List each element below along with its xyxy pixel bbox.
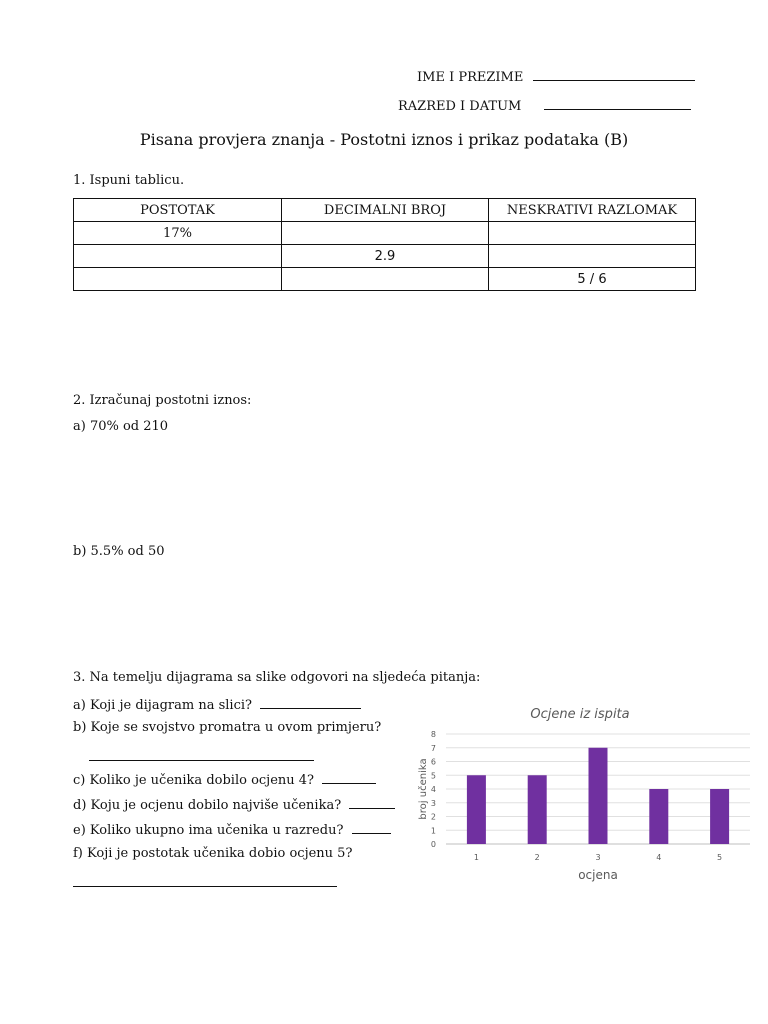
table-header-cell: NESKRATIVI RAZLOMAK [489, 199, 696, 222]
chart-y-tick-label: 6 [430, 757, 436, 767]
question-3f: f) Koji je postotak učenika dobio ocjenu 5? [73, 846, 353, 861]
question-3c-text: c) Koliko je učenika dobilo ocjenu 4? [73, 773, 315, 788]
chart-y-axis-label: broj učenika [418, 758, 429, 820]
chart-x-tick-label: 1 [473, 853, 479, 862]
question-3b: b) Koje se svojstvo promatra u ovom primjeru? [73, 720, 382, 735]
table-cell[interactable] [282, 268, 489, 291]
question-3c [73, 771, 376, 788]
answer-blank-3b-wrap [89, 746, 314, 765]
chart-y-tick-label: 5 [430, 771, 436, 781]
class-date-field [398, 97, 691, 114]
chart-x-axis-label: ocjena [578, 868, 618, 882]
chart-bars [467, 748, 729, 844]
table-row [74, 268, 696, 291]
conversion-table [73, 198, 696, 291]
chart-x-tick-label: 4 [656, 853, 662, 862]
chart-bar [649, 789, 668, 844]
chart-y-tick-label: 3 [430, 798, 436, 808]
answer-blank-3e[interactable] [352, 821, 391, 834]
table-row [74, 222, 696, 245]
chart-bar [589, 748, 608, 844]
chart-y-tick-label: 2 [430, 812, 436, 822]
chart-y-ticks [431, 730, 436, 849]
page-title: Pisana provjera znanja - Postotni iznos i prikaz podataka (B) [139, 130, 629, 149]
question-1-prompt: 1. Ispuni tablicu. [73, 173, 185, 188]
chart-x-tick-label: 5 [717, 853, 723, 862]
chart-x-tick-label: 3 [595, 853, 601, 862]
chart-bar [528, 775, 547, 844]
answer-blank-3d[interactable] [349, 796, 395, 809]
table-header-row [74, 199, 696, 222]
table-cell[interactable] [282, 222, 489, 245]
table-cell[interactable]: 5 / 6 [489, 268, 696, 291]
chart-bar [710, 789, 729, 844]
table-cell[interactable] [74, 268, 282, 291]
question-2b: b) 5.5% od 50 [73, 544, 165, 559]
table-header-cell: DECIMALNI BROJ [282, 199, 489, 222]
table-row [74, 245, 696, 268]
table-cell[interactable] [489, 245, 696, 268]
answer-blank-3f[interactable] [73, 874, 337, 887]
question-2a: a) 70% od 210 [73, 419, 169, 434]
name-blank[interactable] [533, 68, 695, 81]
answer-blank-3a[interactable] [260, 696, 361, 709]
answer-blank-3f-wrap [73, 872, 337, 891]
class-date-label: RAZRED I DATUM [398, 99, 522, 114]
question-3a-text: a) Koji je dijagram na slici? [73, 698, 252, 713]
chart-y-tick-label: 4 [430, 785, 436, 794]
question-3e [73, 821, 391, 838]
question-2-prompt: 2. Izračunaj postotni iznos: [73, 393, 252, 408]
table-cell[interactable] [74, 245, 282, 268]
name-label: IME I PREZIME [417, 70, 524, 85]
question-3d [73, 796, 395, 813]
question-3a [73, 696, 361, 713]
answer-blank-3c[interactable] [322, 771, 376, 784]
chart-title: Ocjene iz ispita [530, 707, 630, 722]
table-cell[interactable]: 2.9 [282, 245, 489, 268]
question-3e-text: e) Koliko ukupno ima učenika u razredu? [73, 823, 344, 838]
chart-x-ticks [474, 853, 722, 862]
chart-y-tick-label: 7 [430, 743, 436, 753]
grades-bar-chart [410, 700, 755, 890]
chart-y-tick-label: 0 [430, 840, 436, 849]
name-field [417, 68, 695, 85]
chart-bar [467, 775, 486, 844]
table-cell[interactable] [489, 222, 696, 245]
class-date-blank[interactable] [544, 97, 691, 110]
table-cell[interactable]: 17% [74, 222, 282, 245]
chart-y-tick-label: 8 [430, 730, 436, 739]
question-3-prompt: 3. Na temelju dijagrama sa slike odgovori na sljedeća pitanja: [73, 670, 481, 685]
answer-blank-3b[interactable] [89, 748, 314, 761]
table-header-cell: POSTOTAK [74, 199, 282, 222]
question-3d-text: d) Koju je ocjenu dobilo najviše učenika? [73, 798, 342, 813]
chart-y-tick-label: 1 [430, 826, 436, 836]
chart-x-tick-label: 2 [534, 853, 540, 862]
